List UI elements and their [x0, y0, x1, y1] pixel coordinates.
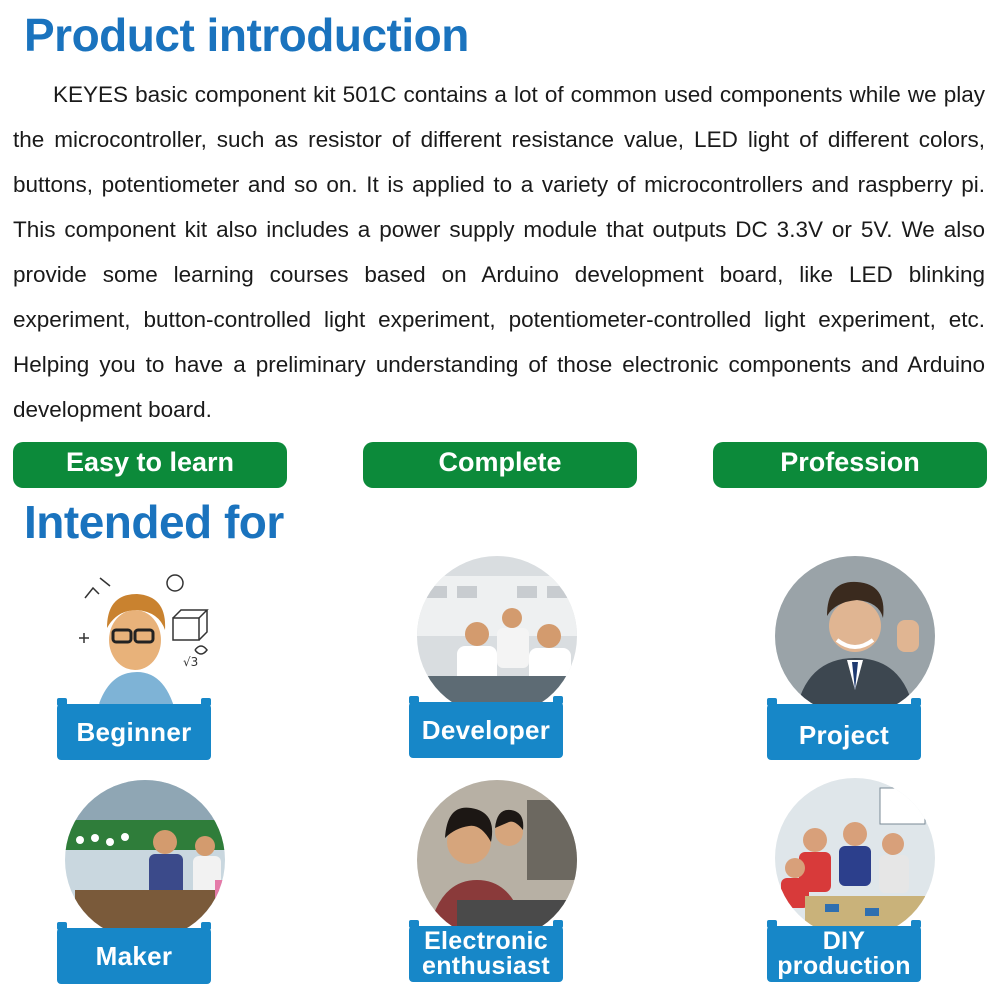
section-title-intended-for: Intended for [24, 496, 284, 548]
svg-text:√3: √3 [183, 655, 199, 669]
electronic-enthusiast-label [409, 926, 563, 982]
page-title: Product introduction [24, 9, 469, 61]
maker-photo [65, 780, 225, 940]
developer-label-text: Developer [421, 714, 551, 745]
electronic-enthusiast-label-text [422, 929, 550, 979]
diy-line-1: DIY [822, 927, 866, 955]
feature-profession: Profession [713, 442, 987, 488]
audience-card-developer [417, 556, 577, 766]
feature-easy-to-learn: Easy to learn [13, 442, 287, 488]
project-photo [775, 556, 935, 716]
developer-label [409, 702, 563, 758]
diy-production-label-text [777, 929, 911, 979]
beginner-photo [65, 558, 225, 718]
electronic-line-1: Electronic [424, 927, 548, 955]
audience-card-beginner [65, 558, 225, 768]
audience-card-diy-production [775, 778, 935, 988]
diy-production-photo [775, 778, 935, 938]
maker-label [57, 928, 211, 984]
diy-production-label [767, 926, 921, 982]
audience-card-project [775, 556, 935, 766]
audience-card-maker [65, 780, 225, 990]
intro-paragraph: KEYES basic component kit 501C contains a lot of common used components while we play the microcontroller, such as resistor of different resistance value, LED light of different colors, buttons, potentiometer and so on. It is applied to a variety of microcontrollers and raspberry pi. This component kit also includes a power supply module that outputs DC 3.3V or 5V. We also provide some learning courses based on Arduino development board, like LED blinking experiment, button-controlled light experiment, potentiometer-controlled light experiment, etc. Helping you to have a preliminary understanding of those electronic components and Arduino development board. [13, 82, 985, 422]
audience-card-electronic-enthusiast [417, 780, 577, 990]
project-label [767, 704, 921, 760]
maker-label-text: Maker [95, 940, 173, 971]
beginner-label-text: Beginner [76, 716, 192, 747]
beginner-label [57, 704, 211, 760]
feature-complete: Complete [363, 442, 637, 488]
electronic-line-2: enthusiast [421, 952, 551, 980]
project-label-text: Project [798, 719, 890, 750]
developer-photo [417, 556, 577, 716]
electronic-enthusiast-photo [417, 780, 577, 940]
diy-line-2: production [777, 952, 911, 980]
